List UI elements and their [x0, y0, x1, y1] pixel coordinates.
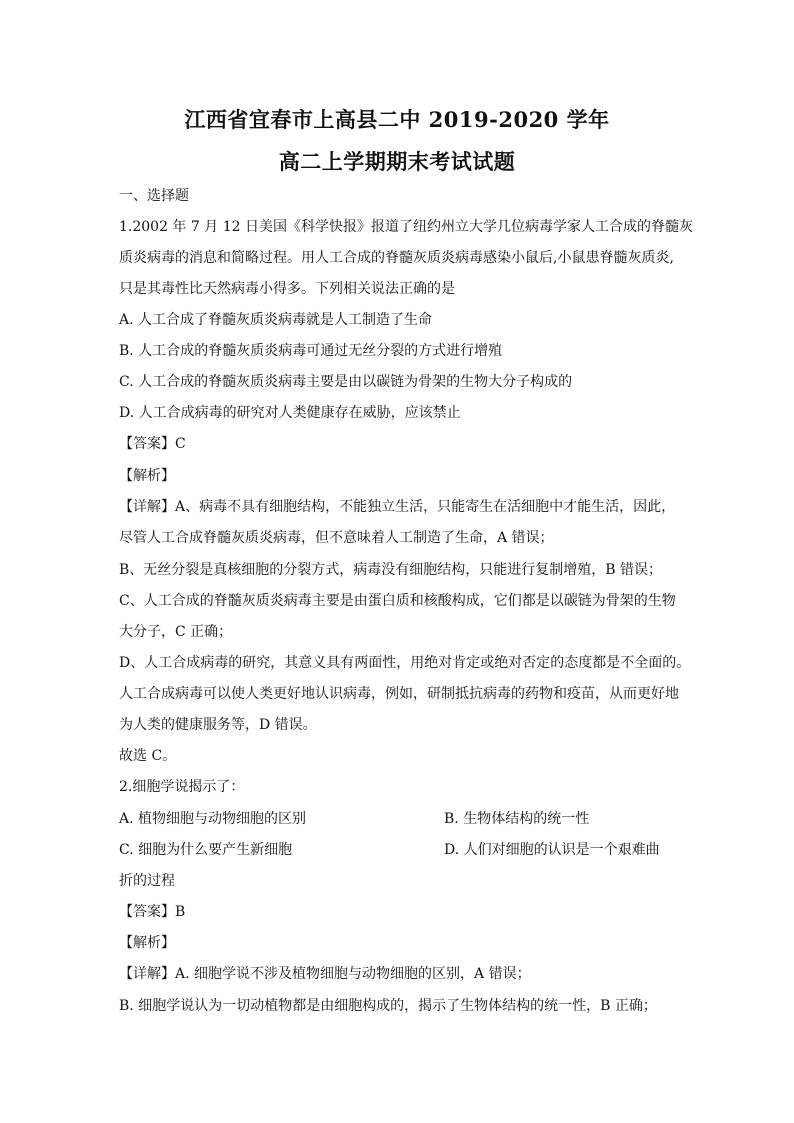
q1-detail-line1: 【详解】A、病毒不具有细胞结构，不能独立生活，只能寄生在活细胞中才能生活，因此，	[119, 499, 676, 515]
q2-analysis-label: 【解析】	[119, 935, 175, 951]
document-title-line2: 高二上学期期末考试试题	[278, 149, 516, 174]
q1-detail-line2: 尽管人工合成脊髓灰质炎病毒，但不意味着人工制造了生命，A 错误；	[119, 530, 554, 546]
q1-detail-line3: B、无丝分裂是真核细胞的分裂方式，病毒没有细胞结构，只能进行复制增殖，B 错误；	[119, 562, 663, 578]
q1-stem-line2: 质炎病毒的消息和简略过程。用人工合成的脊髓灰质炎病毒感染小鼠后,小鼠患脊髓灰质炎,	[119, 250, 674, 266]
q2-detail-line1: 【详解】A. 细胞学说不涉及植物细胞与动物细胞的区别，A 错误；	[119, 966, 531, 982]
q1-stem-line1: 1.2002 年 7 月 12 日美国《科学快报》报道了纽约州立大学几位病毒学家人工合成的脊髓灰	[119, 219, 693, 235]
q2-option-d-continued: 折的过程	[119, 873, 175, 889]
q2-option-b: B. 生物体结构的统一性	[444, 811, 590, 827]
q2-option-d: D. 人们对细胞的认识是一个艰难曲	[444, 842, 660, 858]
q2-option-c: C. 细胞为什么要产生新细胞	[119, 842, 293, 858]
q1-detail-line5: 大分子，C 正确；	[119, 624, 233, 640]
q1-stem-line3: 只是其毒性比天然病毒小得多。下列相关说法正确的是	[119, 281, 455, 297]
q1-option-b: B. 人工合成的脊髓灰质炎病毒可通过无丝分裂的方式进行增殖	[119, 343, 503, 359]
q2-stem: 2.细胞学说揭示了：	[119, 779, 245, 795]
q1-option-d: D. 人工合成病毒的研究对人类健康存在威胁，应该禁止	[119, 405, 461, 421]
q2-answer: 【答案】B	[119, 904, 186, 920]
q1-analysis-label: 【解析】	[119, 468, 175, 484]
document-title-line1: 江西省宜春市上高县二中 2019-2020 学年	[184, 107, 610, 132]
q1-detail-line4: C、人工合成的脊髓灰质炎病毒主要是由蛋白质和核酸构成，它们都是以碳链为骨架的生物	[119, 593, 676, 609]
q1-answer: 【答案】C	[119, 436, 186, 452]
q1-detail-line6: D、人工合成病毒的研究，其意义具有两面性，用绝对肯定或绝对否定的态度都是不全面的。	[119, 655, 691, 671]
q1-detail-line7: 人工合成病毒可以使人类更好地认识病毒，例如，研制抵抗病毒的药物和疫苗，从而更好地	[119, 686, 679, 702]
q2-option-a: A. 植物细胞与动物细胞的区别	[119, 811, 307, 827]
q1-option-c: C. 人工合成的脊髓灰质炎病毒主要是由以碳链为骨架的生物大分子构成的	[119, 374, 573, 390]
q1-detail-line8: 为人类的健康服务等，D 错误。	[119, 717, 317, 733]
q1-detail-line9: 故选 C。	[119, 748, 177, 764]
section-heading: 一、选择题	[119, 188, 189, 204]
q1-option-a: A. 人工合成了脊髓灰质炎病毒就是人工制造了生命	[119, 312, 433, 328]
q2-detail-line2: B. 细胞学说认为一切动植物都是由细胞构成的，揭示了生物体结构的统一性，B 正确；	[119, 998, 657, 1014]
